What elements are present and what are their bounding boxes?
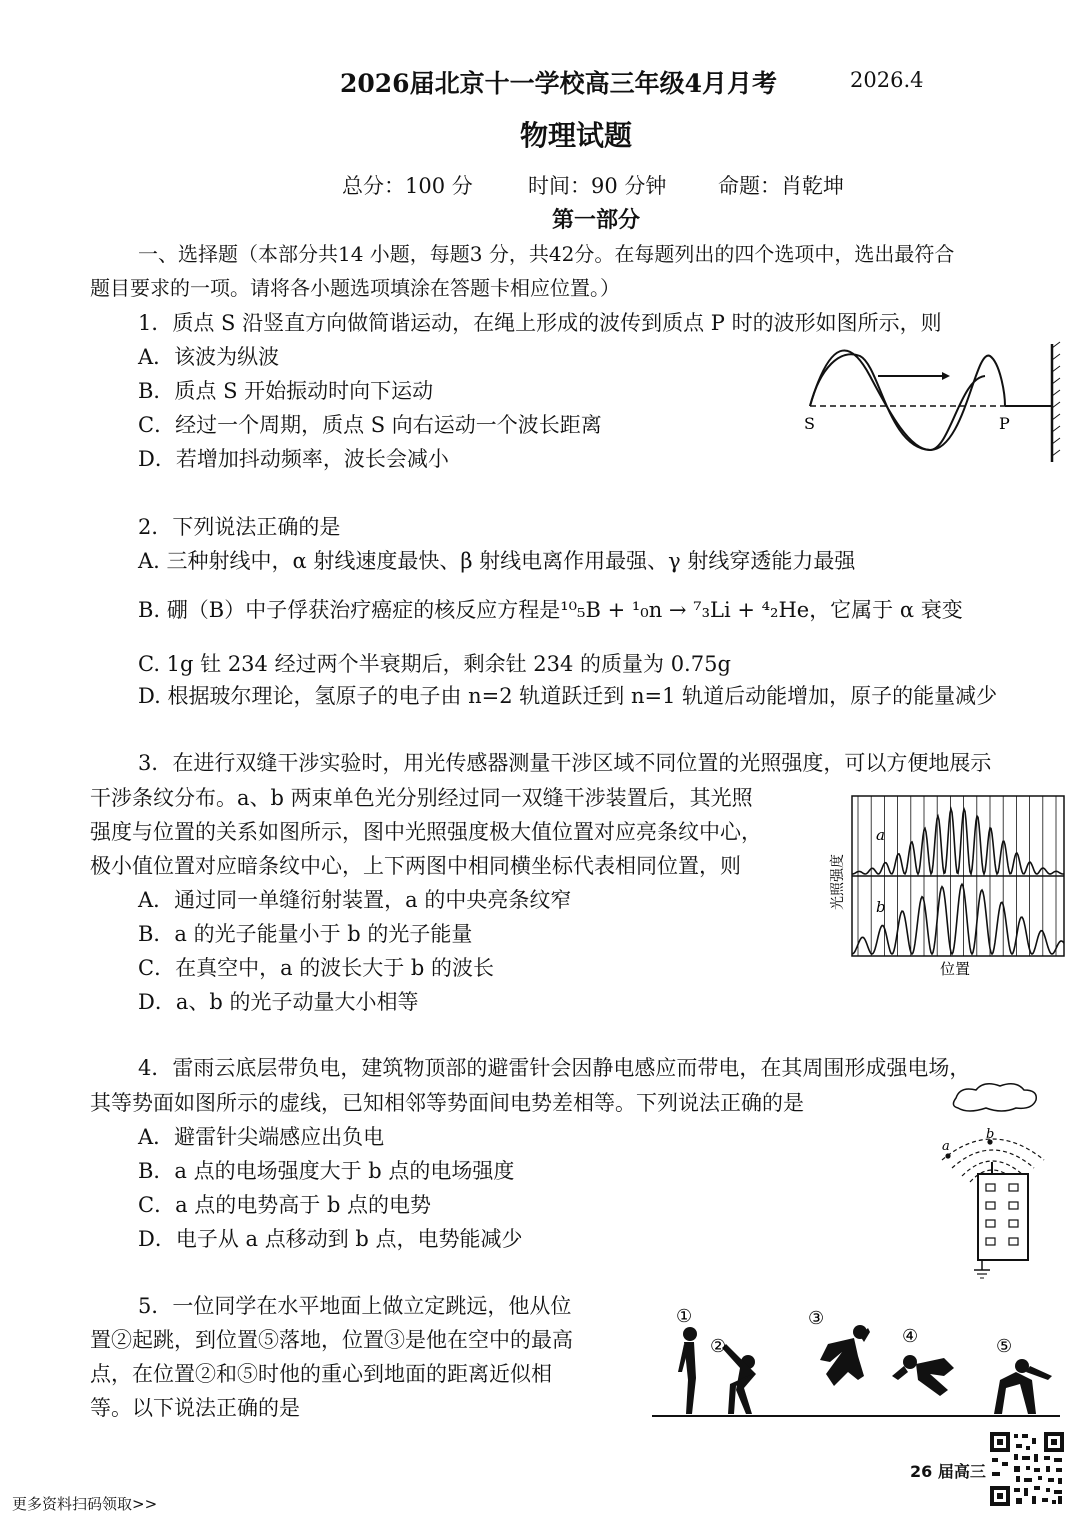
q5-stem-line3: 点，在位置②和⑤时他的重心到地面的距离近似相 (90, 1362, 552, 1386)
position-label-1: ① (676, 1306, 693, 1327)
q2-option-d: D. 根据玻尔理论，氢原子的电子由 n=2 轨道跃迁到 n=1 轨道后动能增加，原子的能量减少 (138, 684, 998, 708)
point-a-label: a (942, 1139, 950, 1154)
q1-option-b: B．质点 S 开始振动时向下运动 (138, 379, 434, 403)
q3-stem-line2: 干涉条纹分布。a、b 两束单色光分别经过同一双缝干涉装置后，其光照 (90, 786, 753, 810)
q2-option-b (138, 594, 963, 624)
exam-date: 2026.4 (850, 68, 924, 92)
q2-option-b-pre: B. 硼（B）中子俘获治疗癌症的核反应方程是 (138, 598, 561, 622)
curve-a-label: a (876, 826, 885, 844)
y-axis-label: 光照强度 (830, 854, 846, 910)
q1-option-c: C．经过一个周期，质点 S 向右运动一个波长距离 (138, 413, 602, 437)
q5-stem-line4: 等。以下说法正确的是 (90, 1396, 300, 1420)
point-b-label: b (986, 1127, 995, 1142)
x-axis-label: 位置 (940, 960, 971, 978)
q1-stem: 1．质点 S 沿竖直方向做简谐运动，在绳上形成的波传到质点 P 时的波形如图所示，则 (138, 311, 942, 335)
q2-stem: 2．下列说法正确的是 (138, 515, 341, 539)
q3-stem-line1: 3．在进行双缝干涉实验时，用光传感器测量干涉区域不同位置的光照强度，可以方便地展示 (138, 751, 992, 775)
scan-prompt[interactable]: 更多资料扫码领取>> (12, 1495, 158, 1513)
instructions-line1: 一、选择题（本部分共14 小题，每题3 分，共42分。在每题列出的四个选项中，选出最符合 (138, 242, 955, 266)
q2-option-b-post: ，它属于 α 衰变 (809, 598, 963, 622)
q1-option-d: D．若增加抖动频率，波长会减小 (138, 447, 449, 471)
position-label-4: ④ (902, 1326, 919, 1347)
position-label-5: ⑤ (996, 1336, 1013, 1357)
jumper-position-3 (820, 1325, 870, 1386)
exam-title: 2026届北京十一学校高三年级4月月考 (340, 69, 777, 98)
curve-b-label: b (876, 898, 886, 916)
q4-option-c: C．a 点的电势高于 b 点的电势 (138, 1193, 432, 1217)
q3-option-c: C．在真空中，a 的波长大于 b 的波长 (138, 956, 495, 980)
qr-code-icon[interactable] (988, 1430, 1066, 1508)
exam-time: 时间：90 分钟 (528, 174, 667, 198)
jumper-position-4 (892, 1355, 954, 1396)
long-jump-figure (648, 1300, 1068, 1422)
q4-stem-line1: 4．雷雨云底层带负电，建筑物顶部的避雷针会因静电感应而带电，在其周围形成强电场， (138, 1056, 971, 1080)
jumper-position-1 (678, 1327, 697, 1414)
q4-option-d: D．电子从 a 点移动到 b 点，电势能减少 (138, 1227, 523, 1251)
lightning-rod-figure (920, 1078, 1070, 1283)
exam-author: 命题：肖乾坤 (718, 174, 844, 198)
jumper-position-2 (722, 1344, 756, 1414)
point-a (945, 1153, 950, 1158)
nuclear-equation: ¹⁰₅B + ¹₀n → ⁷₃Li + ⁴₂He (560, 598, 810, 622)
q4-stem-line2: 其等势面如图所示的虚线，已知相邻等势面间电势差相等。下列说法正确的是 (90, 1091, 804, 1115)
subject-title: 物理试题 (520, 119, 633, 152)
intensity-curve-b (852, 884, 1064, 954)
q4-option-b: B．a 点的电场强度大于 b 点的电场强度 (138, 1159, 515, 1183)
cloud-icon (953, 1084, 1036, 1111)
part-heading: 第一部分 (552, 207, 641, 233)
q3-option-d: D．a、b 的光子动量大小相等 (138, 990, 419, 1014)
q1-option-a: A．该波为纵波 (138, 345, 280, 369)
jumper-position-5 (994, 1359, 1052, 1414)
total-score: 总分：100 分 (342, 174, 473, 198)
q3-option-a: A．通过同一单缝衍射装置，a 的中央亮条纹窄 (138, 888, 572, 912)
q3-stem-line3: 强度与位置的关系如图所示，图中光照强度极大值位置对应亮条纹中心， (90, 820, 762, 844)
q3-option-b: B．a 的光子能量小于 b 的光子能量 (138, 922, 473, 946)
wave-curve (810, 350, 985, 450)
q2-option-a: A. 三种射线中，α 射线速度最快、β 射线电离作用最强、γ 射线穿透能力最强 (138, 549, 856, 573)
interference-figure (822, 790, 1070, 982)
q2-option-c: C. 1g 钍 234 经过两个半衰期后，剩余钍 234 的质量为 0.75g (138, 652, 731, 676)
q5-stem-line2: 置②起跳，到位置⑤落地，位置③是他在空中的最高 (90, 1328, 573, 1352)
page-footer-label: 26 届高三 (910, 1462, 986, 1481)
q3-stem-line4: 极小值位置对应暗条纹中心，上下两图中相同横坐标代表相同位置，则 (90, 854, 741, 878)
instructions-line2: 题目要求的一项。请将各小题选项填涂在答题卡相应位置。） (90, 276, 620, 300)
label-s: S (804, 414, 815, 433)
q4-option-a: A．避雷针尖端感应出负电 (138, 1125, 385, 1149)
label-p: P (999, 414, 1010, 433)
q5-stem-line1: 5．一位同学在水平地面上做立定跳远，他从位 (138, 1294, 572, 1318)
position-label-2: ② (710, 1336, 727, 1357)
wave-figure (800, 338, 1070, 468)
position-label-3: ③ (808, 1308, 825, 1329)
